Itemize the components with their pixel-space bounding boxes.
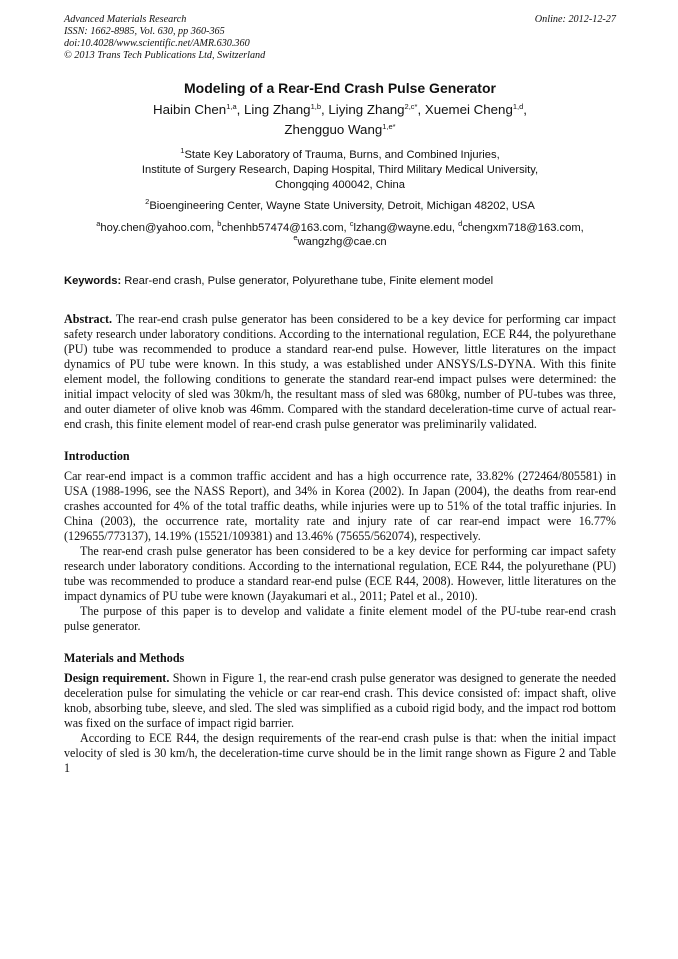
abstract xyxy=(64,312,616,432)
email: $^e$wangzhg@cae.cn xyxy=(293,233,387,248)
doi-line: doi:10.4028/www.scientific.net/AMR.630.360 xyxy=(64,38,250,49)
section-heading-methods: Materials and Methods xyxy=(64,651,185,665)
keywords-label: Keywords: xyxy=(64,275,122,287)
author: Zhengguo Wang$^{1,e*}$ xyxy=(284,122,396,137)
email: $^a$hoy.chen@yahoo.com, xyxy=(96,219,218,234)
keywords xyxy=(64,275,616,287)
keywords-text: Rear-end crash, Pulse generator, Polyurethane tube, Finite element model xyxy=(121,275,494,287)
journal-header xyxy=(64,14,616,62)
affiliation-1: $^1$State Key Laboratory of Trauma, Burns, and Combined Injuries, Institute of Surgery Research, Daping Hospital, Third Military Medical University, Chongqing 400042, China xyxy=(141,146,539,191)
paper-page xyxy=(64,14,616,776)
abstract-text: The rear-end crash pulse generator has been considered to be a key device for performing car impact safety research under laboratory conditions. According to the international regulation, ECE R44, the polyurethane (PU) tube was recommended to produce a standard rear-end pulse. However, little literatures on the impact dynamics of PU tube were known. In this study, a was established under ANSYS/LS-DYNA. With this finite element model, the following conditions to generate the standard rear-end impact pulses were determined: the initial impact velocity of sled was 30km/h, the resultant mass of sled was 680kg, number of PU-tubes was three, and outer diameter of olive knob was 46mm. Compared with the standard deceleration-time curve of actual rear-end crash, this finite element model of rear-end crash pulse generator was preliminarily validated. xyxy=(64,312,616,431)
methods-paragraph-2: According to ECE R44, the design requirements of the rear-end crash pulse is that: when the initial impact velocity of sled is 30 km/h, the deceleration-time curve should be in the limit range shown as Figure 2 and Table 1 xyxy=(64,731,616,775)
email: $^d$chengxm718@163.com, xyxy=(458,219,584,234)
author-list xyxy=(64,100,616,140)
email: $^c$lzhang@wayne.edu, xyxy=(349,219,459,234)
author: Liying Zhang$^{2,c*}$, xyxy=(328,102,425,117)
methods-paragraph-1: Design requirement. Shown in Figure 1, the rear-end crash pulse generator was designed to generate the needed deceleration pulse for simulating the vehicle or car rear-end crash. This device consisted of: impact shaft, olive knob, absorbing tube, sleeve, and sled. The sled was simplified as a cuboid rigid body, and the impact rod bottom was fixed on the surface of impact rigid barrier. xyxy=(64,671,616,730)
author: Xuemei Cheng$^{1,d}$, xyxy=(424,102,527,117)
author: Ling Zhang$^{1,b}$, xyxy=(244,102,329,117)
author-emails xyxy=(64,221,616,249)
abstract-label: Abstract. xyxy=(64,312,113,326)
design-requirement-label: Design requirement. xyxy=(64,671,170,685)
author: Haibin Chen$^{1,a}$, xyxy=(153,102,245,117)
online-date: Online: 2012-12-27 xyxy=(534,14,616,25)
issn-line: ISSN: 1662-8985, Vol. 630, pp 360-365 xyxy=(64,26,225,37)
intro-paragraph-3: The purpose of this paper is to develop and validate a finite element model of the PU-tube rear-end crash pulse generator. xyxy=(64,604,616,633)
intro-paragraph-1: Car rear-end impact is a common traffic accident and has a high occurrence rate, 33.82% (272464/805581) in USA (1988-1996, see the NASS Report), and 34% in Korea (2002). In Japan (2004), the deaths from rear-end crashes accounted for 4% of the total traffic deaths, while injuries were up to 51% of the total traffic injuries. In China (2003), the occurrence rate, mortality rate and injury rate of car rear-end impact were 16.77% (129655/773137), 14.19% (15521/109381) and 13.46% (75655/562074), respectively. xyxy=(64,469,616,543)
affiliation-2: $^2$Bioengineering Center, Wayne State University, Detroit, Michigan 48202, USA xyxy=(145,197,535,212)
section-heading-introduction: Introduction xyxy=(64,449,130,463)
email: $^b$chenhb57474@163.com, xyxy=(217,219,350,234)
journal-name: Advanced Materials Research xyxy=(64,14,187,25)
intro-paragraph-2: The rear-end crash pulse generator has been considered to be a key device for performing car impact safety research under laboratory conditions. According to the international regulation, ECE R44, the polyurethane (PU) tube was recommended to produce a standard rear-end pulse (ECE R44, 2008). However, little literatures on the impact dynamics of PU tube were known (Jayakumari et al., 2011; Patel et al., 2010). xyxy=(64,544,616,603)
copyright-line: © 2013 Trans Tech Publications Ltd, Switzerland xyxy=(64,50,266,61)
paper-title: Modeling of a Rear-End Crash Pulse Generator xyxy=(184,80,496,96)
